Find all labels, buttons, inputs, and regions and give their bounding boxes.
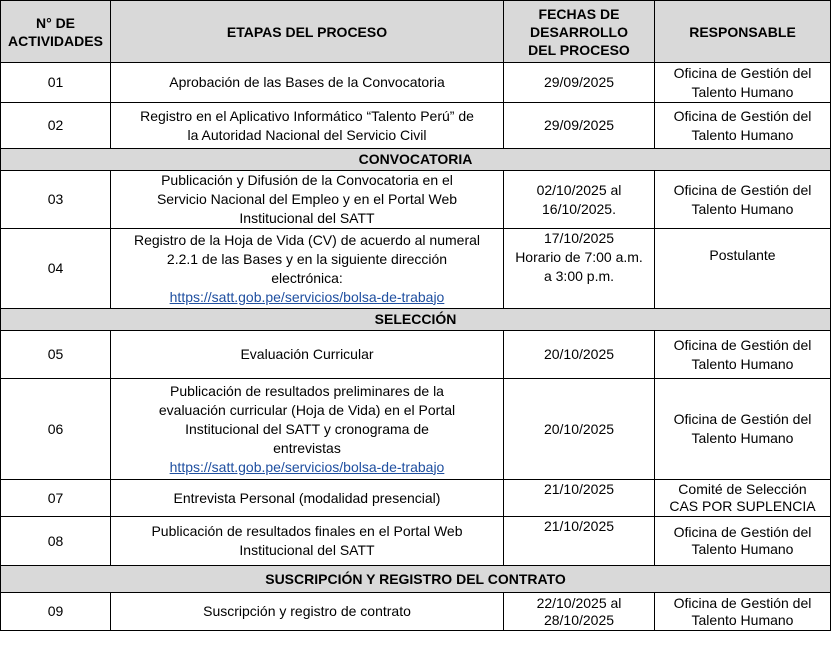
row-etapa: Publicación de resultados preliminares de la evaluación curricular (Hoja de Vida) en el Portal Institucional del SATT y cronograma de entrevistas https://satt.gob.pe/servicios/bolsa-de-trabajo xyxy=(111,379,504,480)
row-number: 01 xyxy=(1,63,111,103)
bolsa-de-trabajo-link[interactable]: https://satt.gob.pe/servicios/bolsa-de-trabajo xyxy=(169,288,445,305)
row-fecha: 20/10/2025 xyxy=(504,331,655,379)
row-responsable: Postulante xyxy=(655,229,831,309)
row-number: 05 xyxy=(1,331,111,379)
bolsa-de-trabajo-link[interactable]: https://satt.gob.pe/servicios/bolsa-de-trabajo xyxy=(169,458,445,475)
row-fecha: 17/10/2025 Horario de 7:00 a.m. a 3:00 p.m. xyxy=(504,229,655,309)
table-row xyxy=(1,593,831,631)
row-etapa: Registro en el Aplicativo Informático “Talento Perú” de la Autoridad Nacional del Servicio Civil xyxy=(111,103,504,149)
table-row xyxy=(1,379,831,480)
row-responsable: Oficina de Gestión del Talento Humano xyxy=(655,171,831,229)
section-seleccion: SELECCIÓN xyxy=(1,309,831,331)
row-fecha: 20/10/2025 xyxy=(504,379,655,480)
section-suscripcion: SUSCRIPCIÓN Y REGISTRO DEL CONTRATO xyxy=(1,566,831,593)
section-convocatoria: CONVOCATORIA xyxy=(1,149,831,171)
table-row xyxy=(1,331,831,379)
table-row xyxy=(1,103,831,149)
row-fecha: 29/09/2025 xyxy=(504,63,655,103)
header-etapas: ETAPAS DEL PROCESO xyxy=(111,1,504,63)
row-responsable: Oficina de Gestión del Talento Humano xyxy=(655,63,831,103)
table-row xyxy=(1,229,831,309)
header-responsable: RESPONSABLE xyxy=(655,1,831,63)
row-fecha: 02/10/2025 al 16/10/2025. xyxy=(504,171,655,229)
row-number: 09 xyxy=(1,593,111,631)
row-fecha: 22/10/2025 al 28/10/2025 xyxy=(504,593,655,631)
header-row xyxy=(1,1,831,63)
row-number: 06 xyxy=(1,379,111,480)
row-number: 08 xyxy=(1,517,111,566)
row-responsable: Oficina de Gestión del Talento Humano xyxy=(655,103,831,149)
row-number: 03 xyxy=(1,171,111,229)
row-number: 07 xyxy=(1,480,111,517)
row-responsable: Oficina de Gestión del Talento Humano xyxy=(655,517,831,566)
header-num: N° DE ACTIVIDADES xyxy=(1,1,111,63)
row-etapa: Registro de la Hoja de Vida (CV) de acuerdo al numeral 2.2.1 de las Bases y en la siguiente dirección electrónica: https://satt.gob.pe/servicios/bolsa-de-trabajo xyxy=(111,229,504,309)
section-row xyxy=(1,309,831,331)
row-fecha: 21/10/2025 xyxy=(504,480,655,517)
section-row xyxy=(1,149,831,171)
table-row xyxy=(1,517,831,566)
table-row xyxy=(1,480,831,517)
row-etapa: Aprobación de las Bases de la Convocatoria xyxy=(111,63,504,103)
table-row xyxy=(1,63,831,103)
row-responsable: Oficina de Gestión del Talento Humano xyxy=(655,379,831,480)
row-etapa: Suscripción y registro de contrato xyxy=(111,593,504,631)
row-etapa: Publicación y Difusión de la Convocatoria en el Servicio Nacional del Empleo y en el Portal Web Institucional del SATT xyxy=(111,171,504,229)
row-number: 04 xyxy=(1,229,111,309)
row-responsable: Oficina de Gestión del Talento Humano xyxy=(655,331,831,379)
table-row xyxy=(1,171,831,229)
row-fecha: 29/09/2025 xyxy=(504,103,655,149)
header-fechas: FECHAS DE DESARROLLO DEL PROCESO xyxy=(504,1,655,63)
row-responsable: Oficina de Gestión del Talento Humano xyxy=(655,593,831,631)
row-etapa: Publicación de resultados finales en el Portal Web Institucional del SATT xyxy=(111,517,504,566)
row-etapa: Evaluación Curricular xyxy=(111,331,504,379)
row-responsable: Comité de Selección CAS POR SUPLENCIA xyxy=(655,480,831,517)
row-etapa: Entrevista Personal (modalidad presencial) xyxy=(111,480,504,517)
row-fecha: 21/10/2025 xyxy=(504,517,655,566)
section-row xyxy=(1,566,831,593)
row-number: 02 xyxy=(1,103,111,149)
